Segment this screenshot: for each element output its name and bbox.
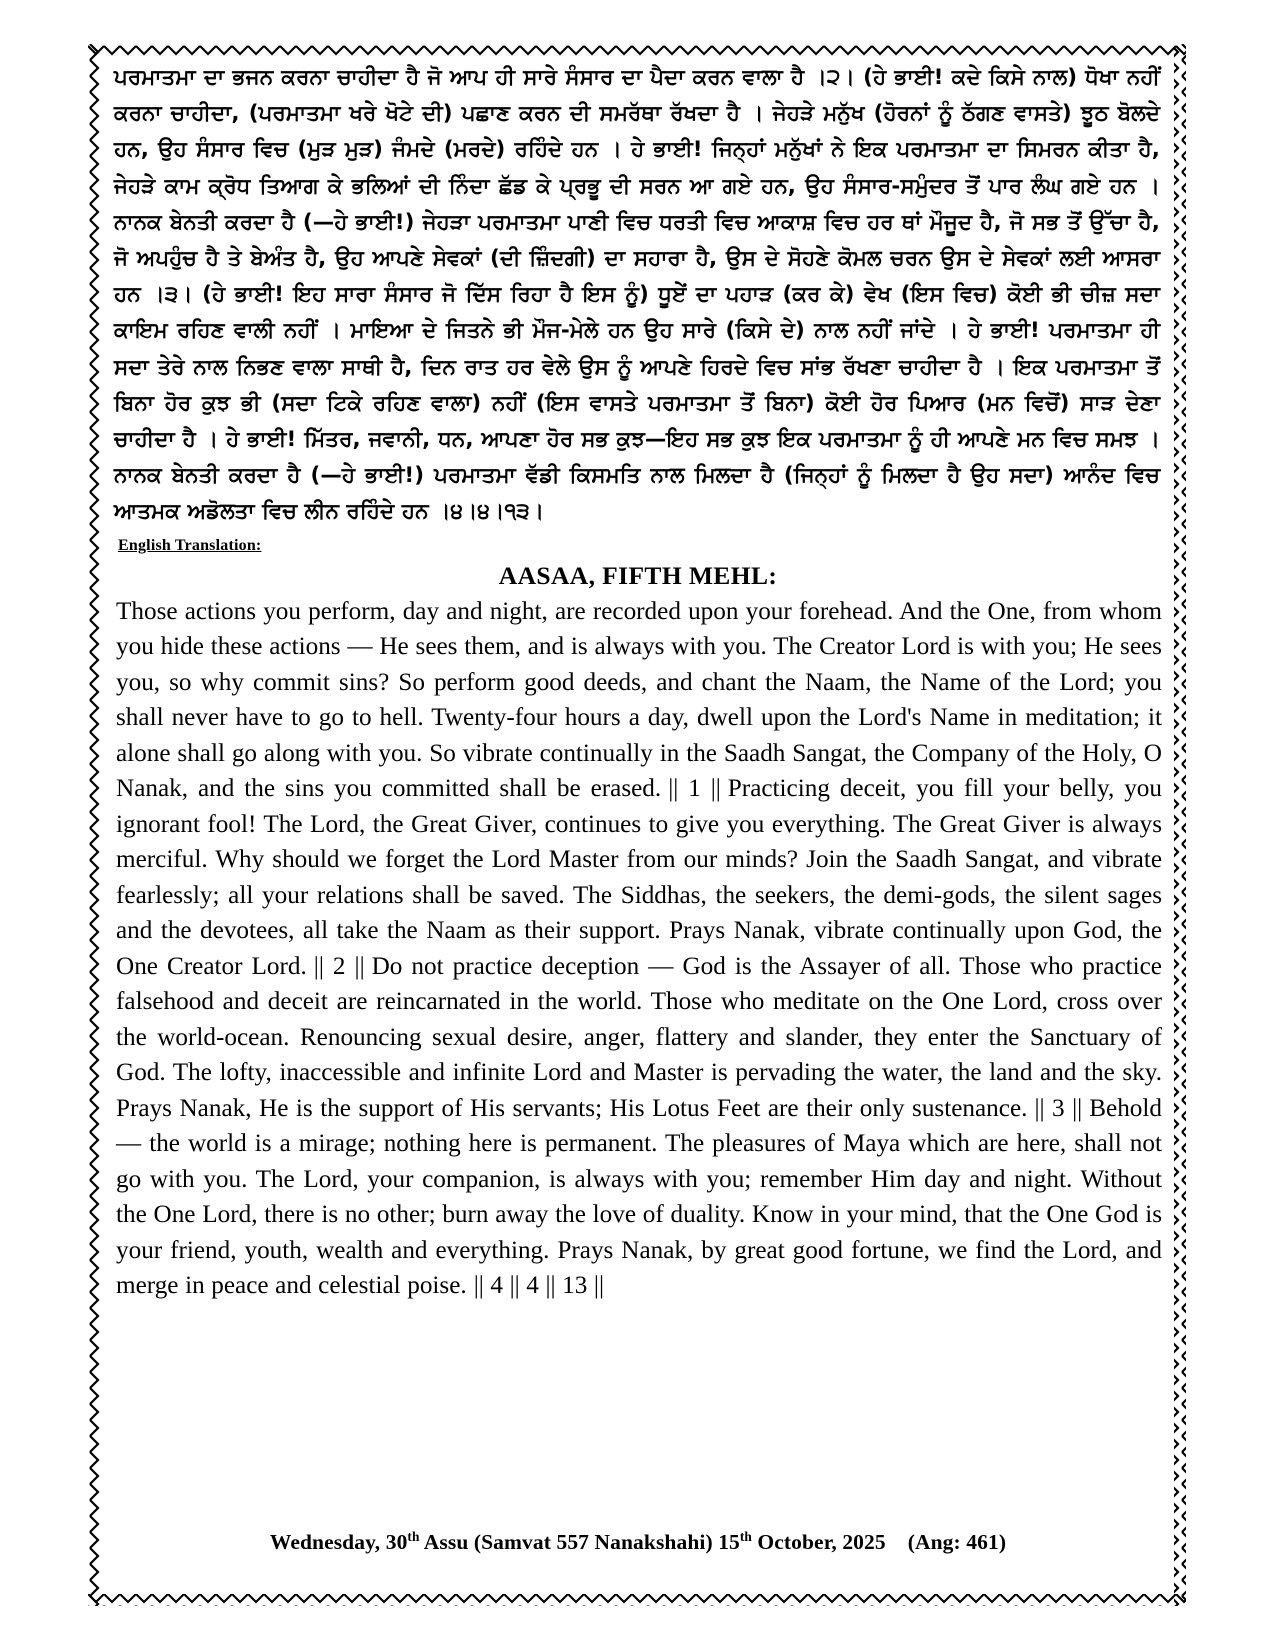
english-verse-text-3: Do not practice deception — God is the Assayer of all. Those who practice falsehood and deceit are reincarnated in the world. Those who meditate on the One Lord, cross over the world-ocean. Renouncing sexual desire, anger, flattery and slander, they enter the Sanctuary of God. The lofty, inaccessible and infinite Lord and Master is pervading the water, the land and the sky. Prays Nanak, He is the support of His servants; His Lotus Feet are their only sustenance. xyxy=(116,952,1162,1122)
footer-nanakshahi-day-suffix: th xyxy=(407,1528,420,1544)
footer-weekday: Wednesday, xyxy=(269,1530,386,1554)
footer-gregorian-day: 15 xyxy=(718,1530,740,1554)
page-content xyxy=(112,60,1164,1590)
translation-label-row xyxy=(112,531,1164,557)
footer-nanakshahi-day: 30 xyxy=(385,1530,408,1554)
verse-marker-4: || 4 || 4 || 13 || xyxy=(473,1272,605,1300)
gurmukhi-paragraph: ਪਰਮਾਤਮਾ ਦਾ ਭਜਨ ਕਰਨਾ ਚਾਹੀਦਾ ਹੈ ਜੋ ਆਪ ਹੀ ਸਾਰੇ ਸੰਸਾਰ ਦਾ ਪੈਦਾ ਕਰਨ ਵਾਲਾ ਹੈ ।੨। (ਹੇ ਭਾਈ! ਕਦੇ ਕਿਸੇ ਨਾਲ) ਧੋਖਾ ਨਹੀਂ ਕਰਨਾ ਚਾਹੀਦਾ, (ਪਰਮਾਤਮਾ ਖਰੇ ਖੋਟੇ ਦੀ) ਪਛਾਣ ਕਰਨ ਦੀ ਸਮਰੱਥਾ ਰੱਖਦਾ ਹੈ । ਜੇਹੜੇ ਮਨੁੱਖ (ਹੋਰਨਾਂ ਨੂੰ ਠੱਗਣ ਵਾਸਤੇ) ਝੂਠ ਬੋਲਦੇ ਹਨ, ਉਹ ਸੰਸਾਰ ਵਿਚ (ਮੁੜ ਮੁੜ) ਜੰਮਦੇ (ਮਰਦੇ) ਰਹਿੰਦੇ ਹਨ । ਹੇ ਭਾਈ! ਜਿਨ੍ਹਾਂ ਮਨੁੱਖਾਂ ਨੇ ਇਕ ਪਰਮਾਤਮਾ ਦਾ ਸਿਮਰਨ ਕੀਤਾ ਹੈ, ਜੇਹੜੇ ਕਾਮ ਕ੍ਰੋਧ ਤਿਆਗ ਕੇ ਭਲਿਆਂ ਦੀ ਨਿੰਦਾ ਛੱਡ ਕੇ ਪ੍ਰਭੂ ਦੀ ਸਰਨ ਆ ਗਏ ਹਨ, ਉਹ ਸੰਸਾਰ-ਸਮੁੰਦਰ ਤੋਂ ਪਾਰ ਲੰਘ ਗਏ ਹਨ । ਨਾਨਕ ਬੇਨਤੀ ਕਰਦਾ ਹੈ (—ਹੇ ਭਾਈ!) ਜੇਹੜਾ ਪਰਮਾਤਮਾ ਪਾਣੀ ਵਿਚ ਧਰਤੀ ਵਿਚ ਆਕਾਸ਼ ਵਿਚ ਹਰ ਥਾਂ ਮੌਜੂਦ ਹੈ, ਜੋ ਸਭ ਤੋਂ ਉੱਚਾ ਹੈ, ਜੋ ਅਪਹੁੰਚ ਹੈ ਤੇ ਬੇਅੰਤ ਹੈ, ਉਹ ਆਪਣੇ ਸੇਵਕਾਂ (ਦੀ ਜ਼ਿੰਦਗੀ) ਦਾ ਸਹਾਰਾ ਹੈ, ਉਸ ਦੇ ਸੋਹਣੇ ਕੋਮਲ ਚਰਨ ਉਸ ਦੇ ਸੇਵਕਾਂ ਲਈ ਆਸਰਾ ਹਨ ।੩। (ਹੇ ਭਾਈ! ਇਹ ਸਾਰਾ ਸੰਸਾਰ ਜੋ ਦਿੱਸ ਰਿਹਾ ਹੈ ਇਸ ਨੂੰ) ਧੂਏਂ ਦਾ ਪਹਾੜ (ਕਰ ਕੇ) ਵੇਖ (ਇਸ ਵਿਚ) ਕੋਈ ਭੀ ਚੀਜ਼ ਸਦਾ ਕਾਇਮ ਰਹਿਣ ਵਾਲੀ ਨਹੀਂ । ਮਾਇਆ ਦੇ ਜਿਤਨੇ ਭੀ ਮੌਜ-ਮੇਲੇ ਹਨ ਉਹ ਸਾਰੇ (ਕਿਸੇ ਦੇ) ਨਾਲ ਨਹੀਂ ਜਾਂਦੇ । ਹੇ ਭਾਈ! ਪਰਮਾਤਮਾ ਹੀ ਸਦਾ ਤੇਰੇ ਨਾਲ ਨਿਭਣ ਵਾਲਾ ਸਾਥੀ ਹੈ, ਦਿਨ ਰਾਤ ਹਰ ਵੇਲੇ ਉਸ ਨੂੰ ਆਪਣੇ ਹਿਰਦੇ ਵਿਚ ਸਾਂਭ ਰੱਖਣਾ ਚਾਹੀਦਾ ਹੈ । ਇਕ ਪਰਮਾਤਮਾ ਤੋਂ ਬਿਨਾ ਹੋਰ ਕੁਝ ਭੀ (ਸਦਾ ਟਿਕੇ ਰਹਿਣ ਵਾਲਾ) ਨਹੀਂ (ਇਸ ਵਾਸਤੇ ਪਰਮਾਤਮਾ ਤੋਂ ਬਿਨਾ) ਕੋਈ ਹੋਰ ਪਿਆਰ (ਮਨ ਵਿਚੋਂ) ਸਾੜ ਦੇਣਾ ਚਾਹੀਦਾ ਹੈ । ਹੇ ਭਾਈ! ਮਿੱਤਰ, ਜਵਾਨੀ, ਧਨ, ਆਪਣਾ ਹੋਰ ਸਭ ਕੁਝ—ਇਹ ਸਭ ਕੁਝ ਇਕ ਪਰਮਾਤਮਾ ਨੂੰ ਹੀ ਆਪਣੇ ਮਨ ਵਿਚ ਸਮਝ । ਨਾਨਕ ਬੇਨਤੀ ਕਰਦਾ ਹੈ (—ਹੇ ਭਾਈ!) ਪਰਮਾਤਮਾ ਵੱਡੀ ਕਿਸਮਤਿ ਨਾਲ ਮਿਲਦਾ ਹੈ (ਜਿਨ੍ਹਾਂ ਨੂੰ ਮਿਲਦਾ ਹੈ ਉਹ ਸਦਾ) ਆਨੰਦ ਵਿਚ ਆਤਮਕ ਅਡੋਲਤਾ ਵਿਚ ਲੀਨ ਰਹਿੰਦੇ ਹਨ ।੪।੪।੧੩। xyxy=(114,65,1160,525)
english-heading: AASAA, FIFTH MEHL: xyxy=(498,560,778,590)
footer-date-line xyxy=(112,1530,1164,1555)
verse-marker-3: || 3 || xyxy=(1034,1094,1083,1122)
english-verse-text-2: Practicing deceit, you fill your belly, you ignorant fool! The Lord, the Great Giver, continues to give you everything. The Great Giver is always merciful. Why should we forget the Lord Master from our minds? Join the Saadh Sangat, and vibrate fearlessly; all your relations shall be saved. The Siddhas, the seekers, the demi-gods, the silent sages and the devotees, all take the Naam as their support. Prays Nanak, vibrate continually upon God, the One Creator Lord. xyxy=(116,775,1162,980)
english-translation-label: English Translation: xyxy=(118,536,262,554)
verse-marker-2: || 2 || xyxy=(313,952,365,980)
english-verse-text-4: Behold — the world is a mirage; nothing here is permanent. The pleasures of Maya which are here, shall not go with you. The Lord, your companion, is always with you; remember Him day and night. Without the One Lord, there is no other; burn away the love of duality. Know in your mind, that the One God is your friend, youth, wealth and everything. Prays Nanak, by great good fortune, we find the Lord, and merge in peace and celestial poise. xyxy=(116,1094,1162,1300)
footer-gregorian-rest: October, 2025 xyxy=(751,1530,886,1554)
english-translation-body xyxy=(112,594,1164,1304)
footer-gregorian-day-suffix: th xyxy=(739,1528,752,1544)
footer-ang-number: (Ang: 461) xyxy=(907,1530,1007,1554)
footer-nanakshahi-rest: Assu (Samvat 557 Nanakshahi) xyxy=(419,1530,719,1554)
english-verse-text-1: Those actions you perform, day and night, are recorded upon your forehead. And the One, from whom you hide these actions — He sees them, and is always with you. The Creator Lord is with you; He sees you, so why commit sins? So perform good deeds, and chant the Naam, the Name of the Lord; you shall never have to go to hell. Twenty-four hours a day, dwell upon the Lord's Name in meditation; it alone shall go along with you. So vibrate continually in the Saadh Sangat, the Company of the Holy, O Nanak, and the sins you committed shall be erased. xyxy=(116,597,1162,803)
verse-marker-1: || 1 || xyxy=(668,775,721,803)
